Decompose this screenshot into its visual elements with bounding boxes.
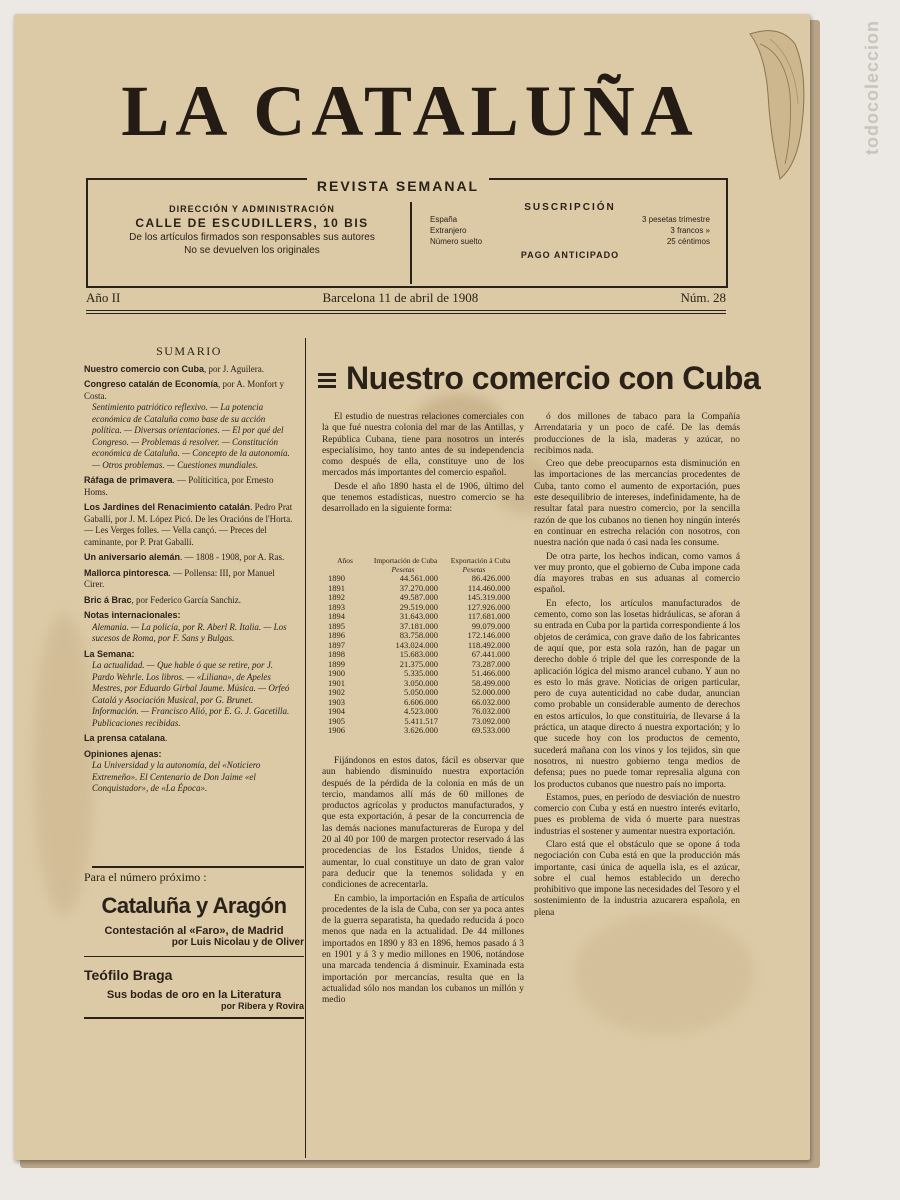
- watermark: [862, 20, 892, 200]
- table-cell-import: 3.050.000: [404, 677, 438, 688]
- article-headline: Nuestro comercio con Cuba: [318, 360, 748, 397]
- watermark-text: todocoleccion: [862, 20, 882, 156]
- box-divider: [410, 202, 412, 284]
- table-cell-import: 5.335.000: [404, 668, 438, 678]
- sumario-entry-title: La Semana:: [84, 648, 135, 659]
- sumario: [84, 340, 294, 799]
- paragraph: Estamos, pues, en período de desviación de nuestro comercio con Cuba y está en nuestro interés evitarlo, pues es problema de vida ó muerte para nuestras industrias el sostener y aumentar nuestra exportación.: [534, 792, 740, 837]
- subscription-block: [420, 202, 720, 260]
- rule: [92, 866, 304, 868]
- table-cell-year: 1903: [328, 696, 345, 707]
- next-issue-title: Cataluña y Aragón: [101, 893, 287, 918]
- sumario-entry: [84, 610, 294, 645]
- table-cell-year: 1906: [328, 725, 345, 735]
- sumario-entry: [84, 733, 294, 745]
- table-cell-export: 66.032.000: [471, 696, 510, 707]
- table-cell-import: 143.024.000: [395, 639, 438, 650]
- table-cell-import: 21.375.000: [399, 658, 438, 669]
- table-units: Pesetas Pesetas: [391, 565, 486, 574]
- sumario-entry-author: , por Federico García Sanchiz.: [131, 594, 241, 605]
- table-cell-export: 76.032.000: [471, 706, 510, 716]
- sumario-entry: [84, 475, 294, 498]
- table-cell-import: 5.411.517: [404, 715, 438, 726]
- sumario-entry-title: Los Jardines del Renacimiento catalán: [84, 502, 251, 512]
- sumario-entry: [84, 364, 294, 376]
- subscription-row: España 3 pesetas trimestre: [430, 215, 710, 224]
- sumario-entry-title: Notas internacionales:: [84, 610, 181, 620]
- table-cell-import: 4.523.000: [404, 706, 438, 716]
- header-box: [86, 178, 728, 288]
- paragraph: En efecto, los artículos manufacturados de cemento, como son las losetas hidráulicas, se aforan á su entrada en Cuba por la partida correspondiente á los objetos de cerámica, con grave daño de los fabricantes de aquí que, por esta sola razón, han de pagar un derecho doble ó triple del que les corresponde de la aplicación lógica del mismo arancel cubano. Y aun no es esto lo más grave. Noticias de origen particular, pero de cuya autenticidad no cabe dudar, anuncian como probable un considerable aumento de derechos en estos artículos, lo que constituiría, de llevarse á la práctica, un ataque directo á nuestra exportación; y lo que sucede hoy con los productos de cemento, sucederá mañana con los vinos y los tejidos, sin que nosotros, ni nuestro gobierno tenga medios de defensa; pues no puede tomar represalia alguna con los productos cubanos que nuestro país no importa.: [534, 598, 740, 790]
- rule: [84, 956, 304, 957]
- sumario-entry-title: Bric á Brac: [84, 594, 132, 605]
- table-cell-export: 67.441.000: [471, 649, 510, 659]
- sumario-entry-subtopics: La actualidad. — Que hable ó que se retire, por J. Pardo Wehrle. Los libros. — «Liliana», de Apeles Mestres, por Eduardo Girbal Jaume. Música. — Orfeó Catalá y Asociación Musical, por G. Brunet. Información. — Francisco Alió, por E. G. J. Gacetilla. Publicaciones recibidas.: [92, 660, 290, 728]
- table-cell-export: 117.681.000: [467, 611, 510, 621]
- issue-number: Núm. 28: [680, 290, 726, 305]
- table-cell-import: 15.683.000: [399, 649, 438, 659]
- next-issue-label: Para el número próximo :: [84, 870, 207, 884]
- table-header-year: Años: [337, 556, 353, 565]
- payment-note: PAGO ANTICIPADO: [520, 250, 620, 260]
- table-cell-year: 1891: [328, 582, 345, 593]
- table-cell-year: 1902: [328, 687, 345, 697]
- paragraph: El estudio de nuestras relaciones comerciales con la que fué nuestra colonia del mar de las Antillas, y República Cubana, tiene para nosotros un interés especialísimo, hoy tanto antes de su independencia como después de ella, constituye uno de los mercados más importantes del comercio español.: [322, 412, 524, 479]
- next-issue-title-2: Teófilo Braga: [84, 967, 173, 983]
- table-row: [322, 726, 518, 736]
- next-issue: [84, 870, 304, 1019]
- rule: [84, 1017, 304, 1019]
- headline-bars-icon: [318, 370, 336, 391]
- table-cell-import: 3.626.000: [404, 725, 438, 735]
- table-cell-export: 172.146.000: [467, 630, 510, 640]
- sumario-entry: [84, 595, 294, 607]
- sumario-entry: [84, 552, 294, 564]
- sumario-entry-author: . — Pollensa: III, por Manuel Cirer.: [84, 567, 275, 589]
- table-cell-year: 1895: [328, 620, 345, 631]
- table-cell-year: 1904: [328, 706, 345, 716]
- table-cell-year: 1905: [328, 715, 345, 726]
- article-column-1-bottom: [322, 756, 524, 1009]
- masthead-title: LA CATALUÑA: [121, 71, 699, 151]
- next-issue-line: Contestación al «Faro», de Madrid: [104, 925, 284, 937]
- administration-block: [102, 204, 402, 256]
- stain: [574, 914, 754, 1034]
- table-cell-import: 29.519.000: [399, 601, 438, 612]
- sumario-entry: [84, 749, 294, 795]
- table-cell-year: 1897: [328, 639, 345, 650]
- table-cell-export: 73.287.000: [471, 658, 510, 669]
- table-cell-export: 127.926.000: [467, 601, 510, 612]
- sumario-entry-subtopics: La Universidad y la autonomía, del «Noticiero Extremeño». El Centenario de Don Jaime «el Conquistador», de «La Época».: [92, 760, 261, 793]
- subtitle: REVISTA SEMANAL: [0, 178, 796, 194]
- table-cell-export: 86.426.000: [471, 573, 510, 583]
- table-cell-export: 69.533.000: [471, 725, 510, 735]
- table-cell-import: 37.270.000: [399, 582, 438, 593]
- table-cell-import: 83.758.000: [399, 630, 438, 640]
- curled-corner: [740, 14, 810, 184]
- table-header-imp: Importación de Cuba: [373, 556, 438, 565]
- sumario-entry-author: . — 1808 - 1908, por A. Ras.: [180, 552, 285, 562]
- sumario-entry-author: . Pedro Prat Gaballí, por J. M. López Picó. De les Oracións de l'Horta. — Les Verges folles. — Vella cançó. — Preces del caminante, por P. Prat Gaballí.: [84, 502, 293, 547]
- paragraph: En cambio, la importación en España de artículos procedentes de la isla de Cuba, con ser ya poca antes de la guerra separatista, ha quedado reducida á poco menos que nada en la actualidad. De 44 millones importados en 1890 y 83 en 1896, hemos pasado á 3 en 1901 y á 3 y medio millones en 1906, notándose una marcada tendencia á disminuir. Examinada esta importación por mercancías, resulta que en la actualidad sólo nos mandan los cubanos un millón y medio: [322, 893, 524, 1006]
- next-issue-line: por Ribera y Rovira: [220, 1001, 304, 1011]
- table-cell-year: 1892: [328, 592, 345, 602]
- admin-line: DIRECCIÓN Y ADMINISTRACIÓN: [169, 204, 335, 214]
- paragraph: Fijándonos en estos datos, fácil es observar que aun habiendo disminuído nuestra exportación después de la pérdida de la colonia en más de un tercio, mandamos allí más de 60 millones de productos agrícolas y productos manufacturados, y que esta exportación, á pesar de la concurrencia de las demás naciones manufactureras de Europa y del 20 al 40 por 100 de margen protector reservado á las procedencias de los Estados Unidos, tiende á aumentar, lo cual constituye un dato de gran valor para deducir que la tenemos solidada y en condiciones de acrecentarla.: [322, 756, 524, 891]
- table-cell-export: 145.319.000: [467, 592, 510, 602]
- subscription-row: Número suelto 25 céntimos: [430, 237, 710, 246]
- sumario-entry-title: Un aniversario alemán: [84, 552, 181, 562]
- table-cell-year: 1899: [328, 658, 345, 669]
- table-cell-export: 51.466.000: [471, 668, 510, 678]
- paragraph: Claro está que el obstáculo que se opone á toda negociación con Cuba está en que la producción más importante, casi única de aquella isla, es el azúcar, sobre el cual hemos establecido un derecho prohibitivo que impone las necesidades del Tesoro y el sostenimiento de la industria azucarera española, en plena: [534, 839, 740, 918]
- table-cell-export: 114.460.000: [467, 582, 510, 593]
- trade-table: [322, 556, 518, 736]
- rule: [86, 313, 726, 314]
- table-cell-export: 118.492.000: [467, 639, 510, 650]
- subscription-title: SUSCRIPCIÓN: [524, 202, 616, 213]
- sumario-entry-title: La prensa catalana: [84, 733, 166, 743]
- table-cell-import: 37.181.000: [399, 620, 438, 631]
- dateline: [86, 290, 726, 306]
- table-cell-year: 1898: [328, 649, 345, 659]
- issue-date: Barcelona 11 de abril de 1908: [322, 290, 479, 305]
- sumario-entry-subtopics: Sentimiento patriótico reflexivo. — La potencia económica de Cataluña como base de su acción política. — Diversas orientaciones. — El por qué del Congreso. — Problemas á resolver. — Constitución económica de Cataluña. — Concepto de la autonomía. — Otros problemas. — Cuestiones mundiales.: [92, 402, 290, 470]
- sumario-entry-title: Ráfaga de primavera: [84, 475, 173, 485]
- table-cell-year: 1890: [328, 573, 345, 583]
- table-cell-import: 49.587.000: [399, 592, 438, 602]
- paragraph: Desde el año 1890 hasta el de 1906, último del que tenemos estadísticas, nuestro comercio se ha desarrollado en la siguiente forma:: [322, 481, 524, 515]
- table-cell-export: 52.000.000: [471, 687, 510, 697]
- next-issue-line: Sus bodas de oro en la Literatura: [106, 989, 282, 1001]
- sumario-entry: [84, 379, 294, 471]
- article-column-2: [534, 412, 740, 921]
- table-cell-year: 1893: [328, 601, 345, 612]
- table-header-exp: Exportación á Cuba: [450, 556, 511, 565]
- sumario-entry-author: .: [165, 733, 168, 743]
- table-cell-import: 31.643.000: [399, 611, 438, 621]
- paragraph: ó dos millones de tabaco para la Compañía Arrendataria y un poco de café. De las demás producciones de la isla, maderas y azúcar, no recibimos nada.: [534, 412, 740, 456]
- sumario-title: SUMARIO: [156, 344, 222, 358]
- sumario-entry-subtopics: Alemania. — La policía, por R. Aberl R. Italia. — Los sucesos de Roma, por F. Sans y Bulgas.: [92, 621, 287, 643]
- table-cell-year: 1896: [328, 630, 345, 640]
- issue-year: Año II: [86, 290, 121, 305]
- subscription-row: Extranjero 3 francos »: [430, 226, 710, 235]
- sumario-entry: [84, 568, 294, 591]
- sumario-entry: [84, 649, 294, 730]
- table-cell-year: 1901: [328, 677, 345, 688]
- sumario-entry-title: Opiniones ajenas:: [84, 748, 162, 759]
- admin-line: De los artículos firmados son responsables sus autores: [129, 232, 375, 243]
- next-issue-line: por Luis Nicolau y de Oliver: [171, 937, 304, 948]
- sumario-entry-title: Nuestro comercio con Cuba: [84, 363, 205, 374]
- paragraph: Creo que debe preocuparnos esta disminución en las importaciones de las mercancías procedentes de Cuba, tanto como el aumento de exportación, pues este desequilibrio de intereses, indefinidamente, ha de resultar fatal para nuestro comercio, por la sencilla razón de que los cubanos no tienen hoy ningún interés en continuar en estrecha relación con nosotros, con nuestra nación que nada ó casi nada les consume.: [534, 459, 740, 549]
- sumario-entry-author: , por J. Aguilera.: [204, 363, 265, 374]
- rule: [86, 310, 726, 311]
- table-cell-export: 58.499.000: [471, 677, 510, 688]
- sumario-entry-author: , por A. Monfort y Costa.: [84, 379, 285, 401]
- sumario-entry-author: . — Políticitica, por Ernesto Homs.: [84, 475, 274, 497]
- table-cell-import: 6.606.000: [404, 696, 438, 707]
- table-cell-import: 44.561.000: [399, 573, 438, 583]
- admin-address: CALLE DE ESCUDILLERS, 10 BIS: [135, 216, 369, 230]
- table-cell-year: 1894: [328, 611, 345, 621]
- table-header: [322, 556, 518, 565]
- sumario-entry-title: Mallorca pintoresca: [84, 567, 169, 578]
- sumario-entry: [84, 502, 294, 548]
- article-column-1-top: [322, 412, 524, 518]
- table-cell-year: 1900: [328, 668, 345, 678]
- column-divider: [305, 338, 306, 1158]
- table-cell-export: 73.092.000: [471, 715, 510, 726]
- paragraph: De otra parte, los hechos indican, como vamos á ver muy pronto, que el gobierno de Cuba impone cada día mayores trabas en sus aduanas al comercio español.: [534, 551, 740, 596]
- admin-line: No se devuelven los originales: [184, 245, 320, 256]
- table-cell-export: 99.079.000: [471, 620, 510, 631]
- table-cell-import: 5.050.000: [404, 687, 438, 697]
- sumario-entry-title: Congreso catalán de Economía: [84, 379, 219, 389]
